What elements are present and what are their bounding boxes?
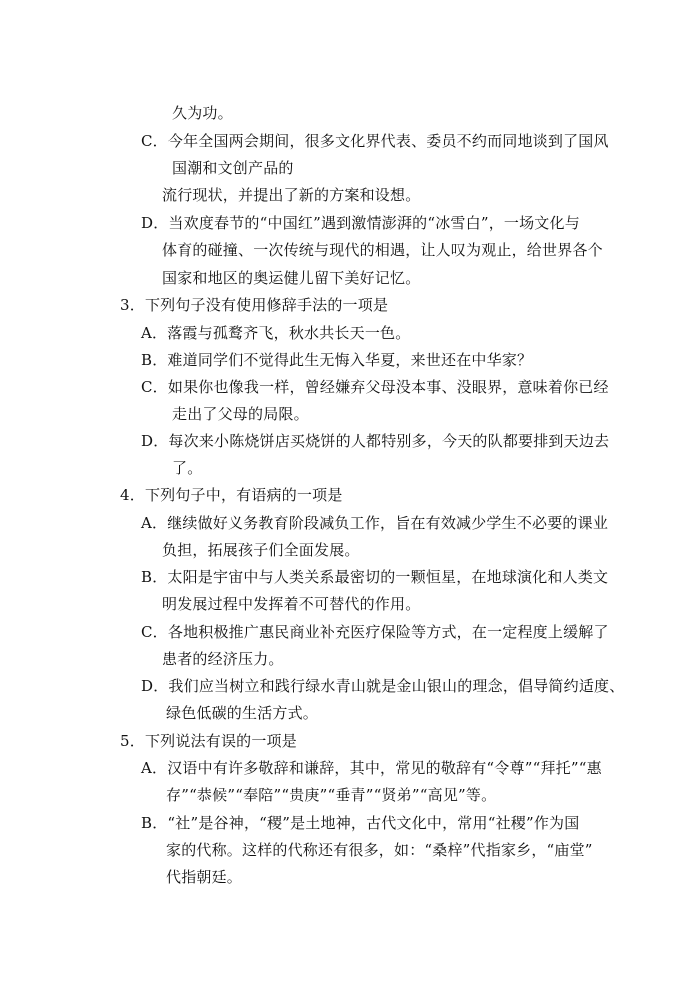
option-d: D．我们应当树立和践行绿水青山就是金山银山的理念，倡导简约适度、 [141, 677, 625, 695]
text-line: 国家和地区的奥运健儿留下美好记忆。 [162, 269, 421, 287]
text-line: 明发展过程中发挥着不可替代的作用。 [162, 595, 421, 613]
text-line: 绿色低碳的生活方式。 [166, 704, 319, 722]
option-a: A．落霞与孤鹜齐飞，秋水共长天一色。 [141, 324, 411, 342]
text-line: 存”“恭候”“奉陪”“贵庚”“垂青”“贤弟”“高见”等。 [166, 786, 497, 804]
question-4: 4．下列句子中，有语病的一项是 [120, 486, 343, 504]
option-a: A．汉语中有许多敬辞和谦辞，其中，常见的敬辞有“令尊”“拜托”“惠 [141, 759, 602, 777]
question-5: 5．下列说法有误的一项是 [120, 732, 297, 750]
option-b: B．太阳是宇宙中与人类关系最密切的一颗恒星，在地球演化和人类文 [141, 568, 609, 586]
option-c: C．如果你也像我一样，曾经嫌弃父母没本事、没眼界，意味着你已经 [141, 378, 609, 396]
option-b: B．难道同学们不觉得此生无悔入华夏，来世还在中华家？ [141, 351, 533, 369]
text-line: 患者的经济压力。 [162, 650, 284, 668]
text-line: 负担，拓展孩子们全面发展。 [162, 541, 360, 559]
text-line: 了。 [172, 459, 203, 477]
question-3: 3．下列句子没有使用修辞手法的一项是 [120, 296, 389, 314]
text-line: 走出了父母的局限。 [172, 405, 309, 423]
text-line: 体育的碰撞、一次传统与现代的相遇，让人叹为观止，给世界各个 [162, 241, 603, 259]
option-c: C．各地积极推广惠民商业补充医疗保险等方式，在一定程度上缓解了 [141, 623, 609, 641]
text-line: 代指朝廷。 [166, 868, 243, 886]
option-b: B．“社”是谷神，“稷”是土地神，古代文化中，常用“社稷”作为国 [141, 814, 580, 832]
option-d: D．当欢度春节的“中国红”遇到激情澎湃的“冰雪白”，一场文化与 [141, 214, 580, 232]
text-line: 久为功。 [172, 104, 233, 122]
text-line: 国潮和文创产品的 [172, 159, 294, 177]
option-d: D．每次来小陈烧饼店买烧饼的人都特别多，今天的队都要排到天边去 [141, 432, 610, 450]
option-a: A．继续做好义务教育阶段减负工作，旨在有效减少学生不必要的课业 [141, 514, 609, 532]
option-c: C．今年全国两会期间，很多文化界代表、委员不约而同地谈到了国风 [141, 132, 609, 150]
text-line: 家的代称。这样的代称还有很多，如：“桑梓”代指家乡，“庙堂” [166, 841, 593, 859]
text-line: 流行现状，并提出了新的方案和设想。 [162, 186, 421, 204]
